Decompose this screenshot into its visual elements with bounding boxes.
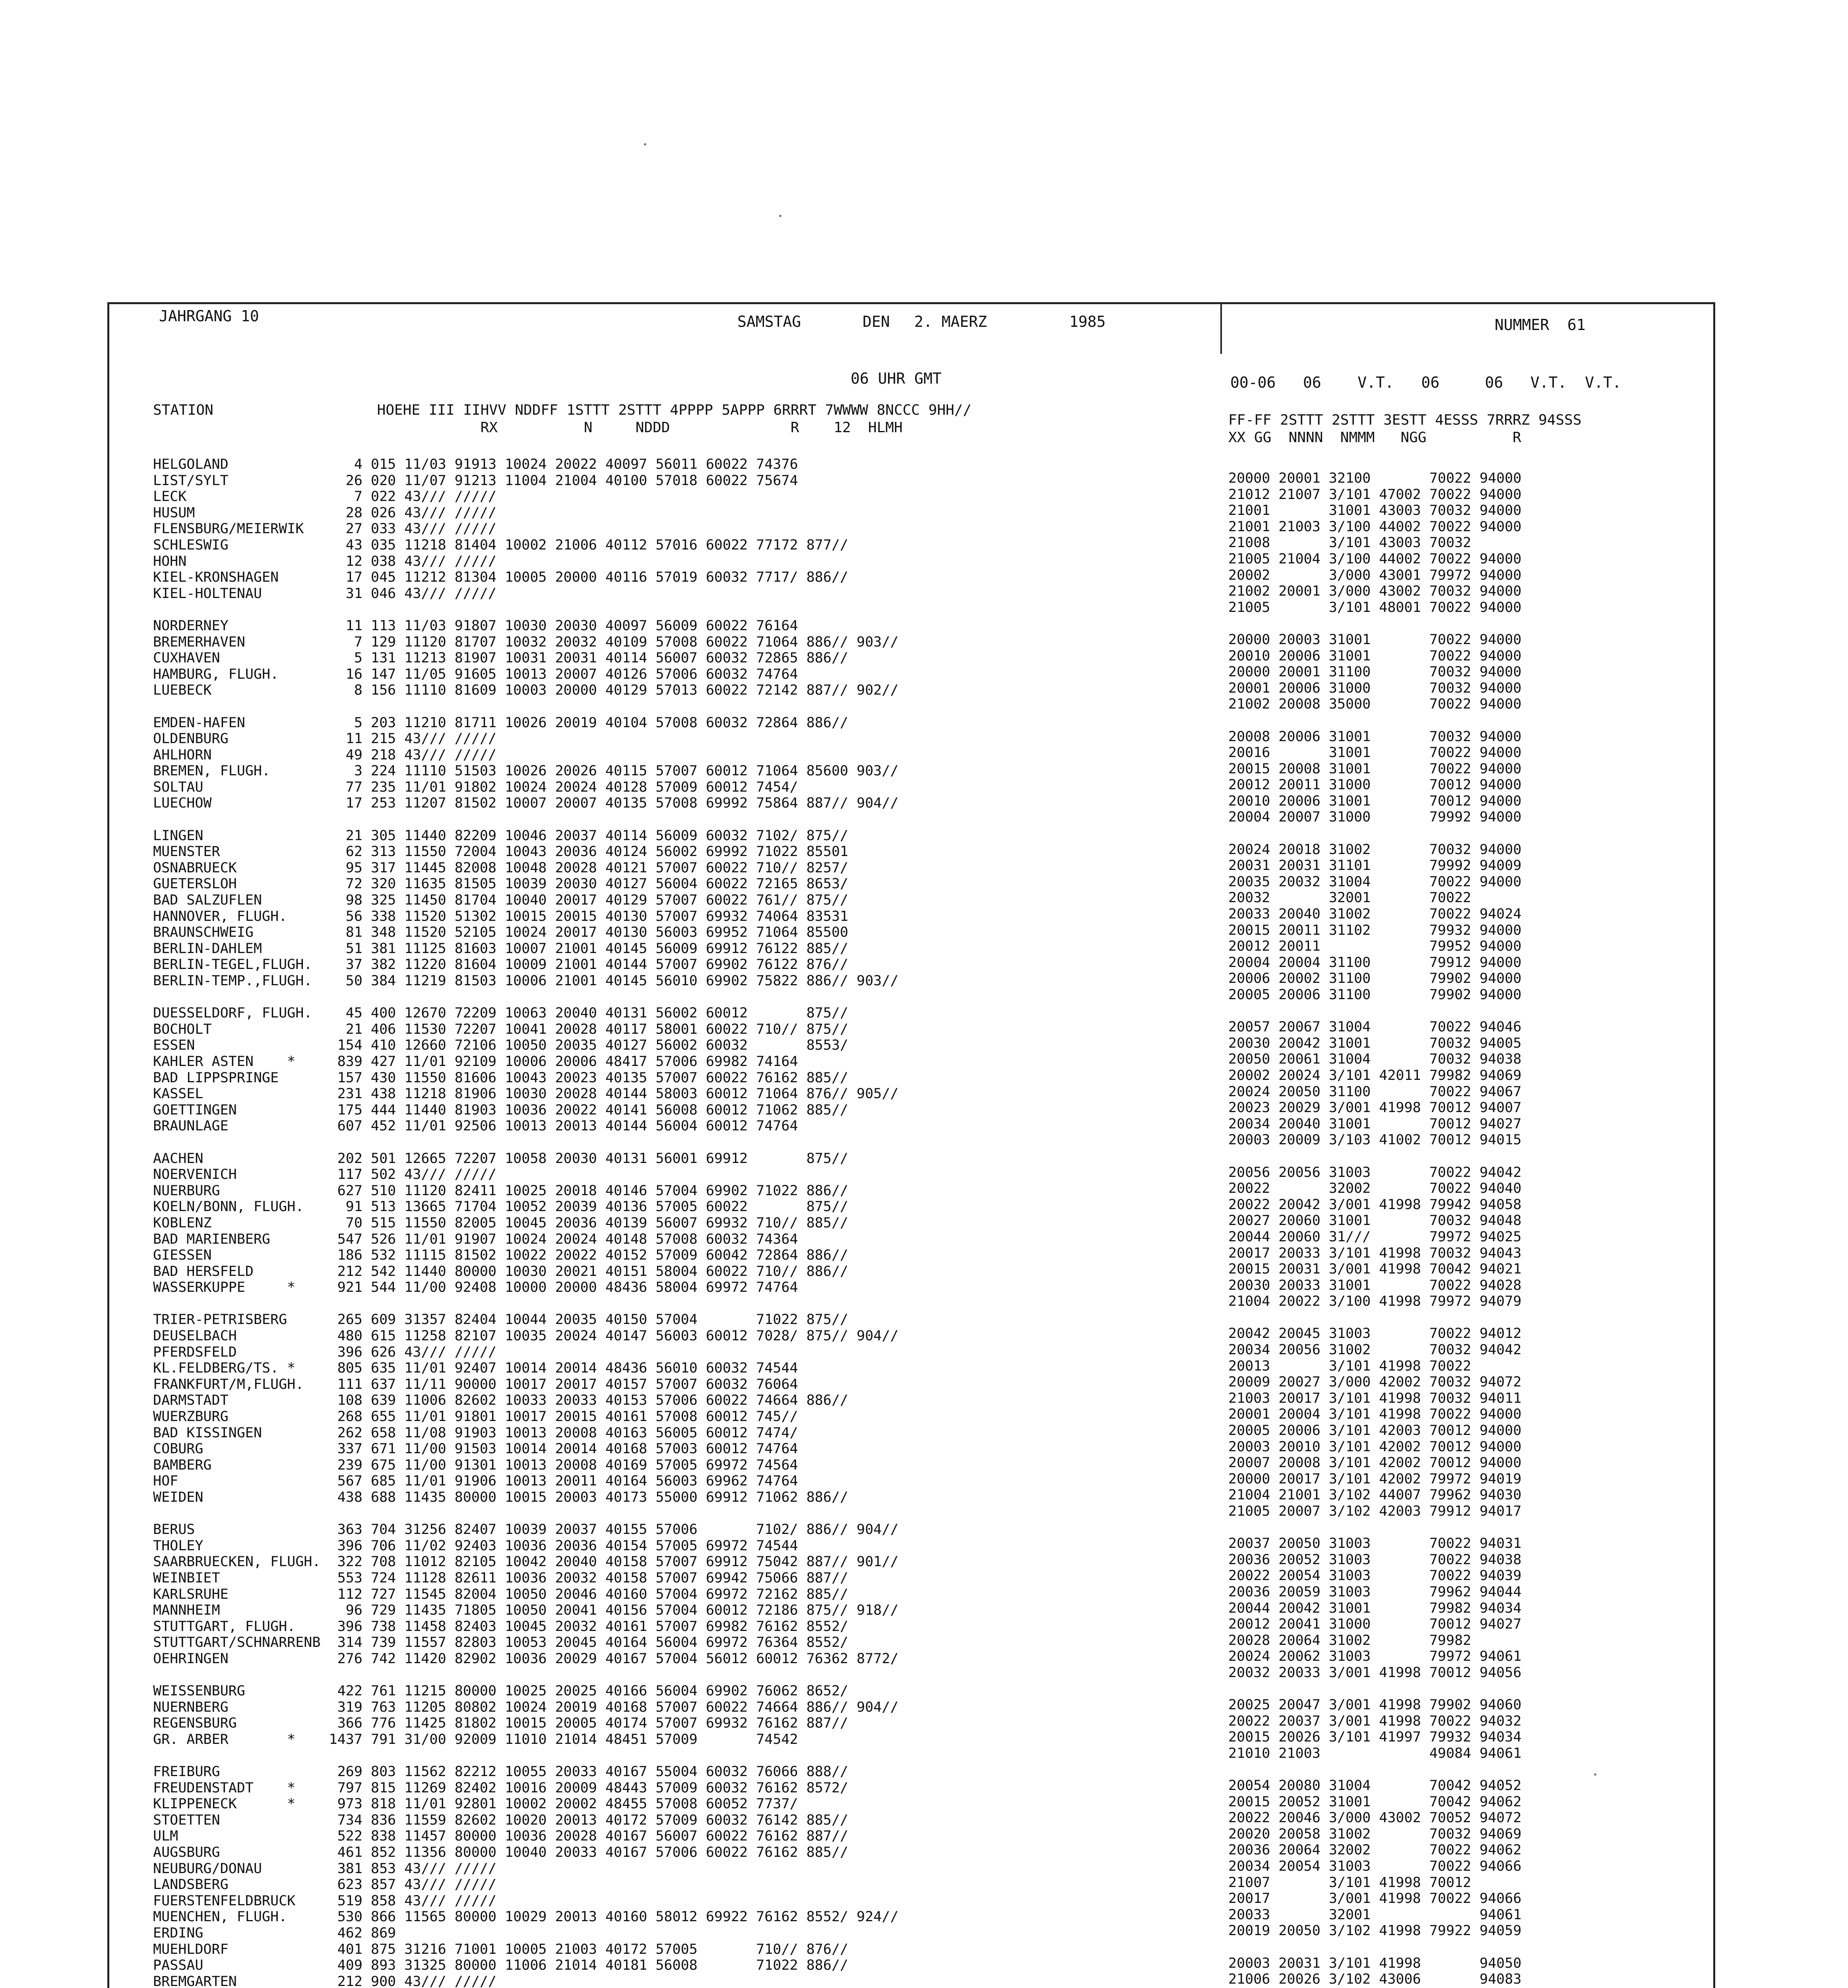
supplement-row: 20032 32001 70022 — [1228, 890, 1472, 906]
station-row: COBURG 337 671 11/00 91503 10014 20014 40168 57003 60012 74764 — [153, 1441, 798, 1457]
station-row: BRAUNLAGE 607 452 11/01 92506 10013 20013 40144 56004 60012 74764 — [153, 1118, 798, 1134]
station-row: STUTTGART, FLUGH. 396 738 11458 82403 10045 20032 40161 57007 69982 76162 8552/ — [153, 1618, 848, 1635]
supplement-table — [1228, 470, 1547, 1988]
supplement-row: 21001 31001 43003 70032 94000 — [1228, 503, 1522, 519]
supplement-row: 21004 21001 3/102 44007 79962 94030 — [1228, 1487, 1522, 1503]
station-row: AACHEN 202 501 12665 72207 10058 20030 40131 56001 69912 875// — [153, 1150, 848, 1167]
station-row: CUXHAVEN 5 131 11213 81907 10031 20031 40114 56007 60032 72865 886// — [153, 650, 848, 666]
supplement-row: 20012 20011 79952 94000 — [1228, 938, 1522, 955]
supplement-row: 20036 20052 31003 70022 94038 — [1228, 1551, 1522, 1568]
station-row: GIESSEN 186 532 11115 81502 10022 20022 40152 57009 60042 72864 886// — [153, 1247, 848, 1264]
supplement-row: 21005 20007 3/102 42003 79912 94017 — [1228, 1503, 1522, 1519]
supplement-row: 20020 20058 31002 70032 94069 — [1228, 1826, 1522, 1842]
station-row: BRAUNSCHWEIG 81 348 11520 52105 10024 20017 40130 56003 69952 71064 85500 — [153, 924, 848, 941]
station-row: KOELN/BONN, FLUGH. 91 513 13665 71704 10052 20039 40136 57005 60022 875// — [153, 1199, 848, 1215]
station-row: BAD HERSFELD 212 542 11440 80000 10030 20021 40151 58004 60022 710// 886// — [153, 1263, 848, 1279]
supplement-row: 20016 31001 70022 94000 — [1228, 745, 1522, 761]
supplement-row: 20044 20060 31/// 79972 94025 — [1228, 1229, 1522, 1245]
station-row: THOLEY 396 706 11/02 92403 10036 20036 40154 57005 69972 74544 — [153, 1538, 798, 1554]
left-column-header-2: RX N NDDD R 12 HLMH — [153, 419, 903, 436]
station-row: MUENSTER 62 313 11550 72004 10043 20036 40124 56002 69992 71022 85501 — [153, 844, 848, 860]
supplement-row: 20015 20052 31001 70042 94062 — [1228, 1794, 1522, 1810]
station-row: ULM 522 838 11457 80000 10036 20028 40167 56007 60022 76162 887// — [153, 1828, 848, 1844]
station-row: EMDEN-HAFEN 5 203 11210 81711 10026 20019 40104 57008 60032 72864 886// — [153, 714, 848, 731]
station-row: OLDENBURG 11 215 43/// ///// — [153, 731, 496, 747]
supplement-row: 21005 3/101 48001 70022 94000 — [1228, 599, 1522, 615]
station-table — [153, 456, 898, 1988]
supplement-row: 20001 20004 3/101 41998 70022 94000 — [1228, 1406, 1522, 1423]
supplement-row: 20009 20027 3/000 42002 70032 94072 — [1228, 1374, 1522, 1390]
scan-speck — [779, 215, 781, 217]
station-row: FUERSTENFELDBRUCK 519 858 43/// ///// — [153, 1893, 496, 1909]
station-row: KOBLENZ 70 515 11550 82005 10045 20036 40139 56007 69932 710// 885// — [153, 1215, 848, 1231]
station-row: HOHN 12 038 43/// ///// — [153, 553, 496, 569]
station-row: SCHLESWIG 43 035 11218 81404 10002 21006 40112 57016 60022 77172 877// — [153, 537, 848, 553]
station-row: DUESSELDORF, FLUGH. 45 400 12670 72209 10063 20040 40131 56002 60012 875// — [153, 1005, 848, 1021]
issue-number: NUMMER 61 — [1495, 316, 1586, 334]
supplement-row: 20030 20042 31001 70032 94005 — [1228, 1035, 1522, 1051]
group-spacer — [153, 1667, 898, 1683]
group-spacer — [153, 812, 898, 828]
right-column-header-1: FF-FF 2STTT 2STTT 3ESTT 4ESSS 7RRRZ 94SSS — [1228, 412, 1582, 428]
supplement-row: 20023 20029 3/001 41998 70012 94007 — [1228, 1100, 1522, 1116]
supplement-row: 20006 20002 31100 79902 94000 — [1228, 971, 1522, 987]
station-row: KARLSRUHE 112 727 11545 82004 10050 20046 40160 57004 69972 72162 885// — [153, 1586, 848, 1602]
supplement-row: 20042 20045 31003 70022 94012 — [1228, 1326, 1522, 1342]
year-label: 1985 — [1069, 313, 1106, 330]
supplement-row: 20017 20033 3/101 41998 70032 94043 — [1228, 1245, 1522, 1261]
station-row: ERDING 462 869 — [153, 1925, 396, 1941]
supplement-row: 20000 20017 3/101 42002 79972 94019 — [1228, 1471, 1522, 1487]
supplement-row: 20004 20004 31100 79912 94000 — [1228, 954, 1522, 971]
supplement-row: 20034 20040 31001 70012 94027 — [1228, 1116, 1522, 1132]
station-row: LUECHOW 17 253 11207 81502 10007 20007 40135 57008 69992 75864 887// 904// — [153, 795, 899, 812]
station-row: HUSUM 28 026 43/// ///// — [153, 505, 496, 521]
station-row: ESSEN 154 410 12660 72106 10050 20035 40127 56002 60032 8553/ — [153, 1037, 848, 1054]
supplement-row: 20056 20056 31003 70022 94042 — [1228, 1164, 1522, 1180]
supplement-row: 21007 3/101 41998 70012 — [1228, 1874, 1472, 1891]
supplement-row: 20034 20054 31003 70022 94066 — [1228, 1858, 1522, 1875]
station-row: FREUDENSTADT * 797 815 11269 82402 10016 20009 48443 57009 60032 76162 8572/ — [153, 1780, 848, 1796]
station-row: BAD LIPPSPRINGE 157 430 11550 81606 10043 20023 40135 57007 60022 76162 885// — [153, 1070, 848, 1086]
supplement-row: 20000 20001 32100 70022 94000 — [1228, 470, 1522, 486]
supplement-row: 20004 20007 31000 79992 94000 — [1228, 809, 1522, 825]
supplement-row: 20037 20050 31003 70022 94031 — [1228, 1536, 1522, 1552]
supplement-row: 21001 21003 3/100 44002 70022 94000 — [1228, 518, 1522, 535]
supplement-row: 20000 20003 31001 70022 94000 — [1228, 631, 1522, 648]
station-row: NUERBURG 627 510 11120 82411 10025 20018 40146 57004 69902 71022 886// — [153, 1182, 848, 1199]
supplement-row: 20019 20050 3/102 41998 79922 94059 — [1228, 1923, 1522, 1939]
supplement-row: 20033 20040 31002 70022 94024 — [1228, 906, 1522, 922]
supplement-row: 20031 20031 31101 79992 94009 — [1228, 858, 1522, 874]
station-row: BERLIN-TEMP.,FLUGH. 50 384 11219 81503 10006 21001 40145 56010 69902 75822 886// 903// — [153, 973, 899, 989]
supplement-row: 20024 20050 31100 70022 94067 — [1228, 1083, 1522, 1100]
group-spacer — [1228, 1003, 1547, 1019]
station-row: BREMERHAVEN 7 129 11120 81707 10032 20032 40109 57008 60022 71064 886// 903// — [153, 634, 899, 650]
station-row: KAHLER ASTEN * 839 427 11/01 92109 10006 20006 48417 57006 69982 74164 — [153, 1053, 798, 1070]
supplement-row: 20015 20011 31102 79932 94000 — [1228, 922, 1522, 938]
group-spacer — [153, 699, 898, 715]
station-row: LUEBECK 8 156 11110 81609 10003 20000 40129 57013 60022 72142 887// 902// — [153, 682, 899, 699]
supplement-row: 20008 20006 31001 70032 94000 — [1228, 728, 1522, 745]
jahrgang-label: JAHRGANG 10 — [159, 307, 259, 325]
weekday-label: SAMSTAG — [737, 313, 801, 330]
supplement-row: 21008 3/101 43003 70032 — [1228, 535, 1472, 551]
station-row: LINGEN 21 305 11440 82209 10046 20037 40114 56009 60032 7102/ 875// — [153, 827, 848, 844]
supplement-row: 20002 20024 3/101 42011 79982 94069 — [1228, 1067, 1522, 1083]
supplement-row: 20022 20046 3/000 43002 70052 94072 — [1228, 1810, 1522, 1826]
station-row: GUETERSLOH 72 320 11635 81505 10039 20030 40127 56004 60022 72165 8653/ — [153, 876, 848, 892]
supplement-row: 20003 20009 3/103 41002 70012 94015 — [1228, 1132, 1522, 1148]
supplement-row: 20015 20008 31001 70022 94000 — [1228, 761, 1522, 777]
supplement-row: 20002 3/000 43001 79972 94000 — [1228, 567, 1522, 583]
scan-speck — [1594, 1773, 1596, 1776]
station-row: BERUS 363 704 31256 82407 10039 20037 40155 57006 7102/ 886// 904// — [153, 1522, 899, 1538]
supplement-row: 20015 20031 3/001 41998 70042 94021 — [1228, 1261, 1522, 1277]
group-spacer — [1228, 1762, 1547, 1778]
group-spacer — [153, 1296, 898, 1312]
station-row: AHLHORN 49 218 43/// ///// — [153, 747, 496, 763]
station-row: HANNOVER, FLUGH. 56 338 11520 51302 10015 20015 40130 57007 69932 74064 83531 — [153, 908, 848, 924]
supplement-row: 21002 20001 3/000 43002 70032 94000 — [1228, 583, 1522, 600]
group-spacer — [1228, 712, 1547, 729]
supplement-row: 20036 20059 31003 79962 94044 — [1228, 1584, 1522, 1600]
supplement-row: 20036 20064 32002 70022 94062 — [1228, 1842, 1522, 1858]
station-row: DEUSELBACH 480 615 11258 82107 10035 20024 40147 56003 60012 7028/ 875// 904// — [153, 1328, 899, 1344]
station-row: KIEL-HOLTENAU 31 046 43/// ///// — [153, 585, 496, 602]
supplement-row: 21005 21004 3/100 44002 70022 94000 — [1228, 551, 1522, 567]
supplement-row: 20034 20056 31002 70032 94042 — [1228, 1342, 1522, 1358]
supplement-row: 21002 20008 35000 70022 94000 — [1228, 696, 1522, 712]
station-row: GR. ARBER * 1437 791 31/00 92009 11010 21014 48451 57009 74542 — [153, 1731, 798, 1747]
station-row: MUENCHEN, FLUGH. 530 866 11565 80000 10029 20013 40160 58012 69922 76162 8552/ 924// — [153, 1909, 899, 1925]
station-row: BAMBERG 239 675 11/00 91301 10013 20008 40169 57005 69972 74564 — [153, 1457, 798, 1473]
date-label: 2. MAERZ — [914, 313, 987, 330]
supplement-row: 21006 20026 3/102 43006 94083 — [1228, 1971, 1522, 1988]
station-row: FRANKFURT/M,FLUGH. 111 637 11/11 90000 10017 20017 40157 57007 60032 76064 — [153, 1376, 798, 1392]
supplement-row: 20022 32002 70022 94040 — [1228, 1180, 1522, 1197]
group-spacer — [1228, 1520, 1547, 1536]
supplement-row: 20022 20042 3/001 41998 79942 94058 — [1228, 1196, 1522, 1213]
supplement-row: 20003 20010 3/101 42002 70012 94000 — [1228, 1439, 1522, 1455]
supplement-row: 20001 20006 31000 70032 94000 — [1228, 680, 1522, 696]
supplement-row: 20005 20006 31100 79902 94000 — [1228, 987, 1522, 1003]
station-row: LECK 7 022 43/// ///// — [153, 489, 496, 505]
supplement-row: 20027 20060 31001 70032 94048 — [1228, 1213, 1522, 1229]
group-spacer — [1228, 1681, 1547, 1697]
station-row: PFERDSFELD 396 626 43/// ///// — [153, 1344, 496, 1360]
supplement-row: 21003 20017 3/101 41998 70032 94011 — [1228, 1390, 1522, 1406]
station-row: DARMSTADT 108 639 11006 82602 10033 20033 40153 57006 60022 74664 886// — [153, 1392, 848, 1409]
supplement-row: 20024 20062 31003 79972 94061 — [1228, 1648, 1522, 1665]
station-row: SAARBRUECKEN, FLUGH. 322 708 11012 82105 10042 20040 40158 57007 69912 75042 887// 901// — [153, 1554, 899, 1570]
station-row: STUTTGART/SCHNARRENB 314 739 11557 82803 10053 20045 40164 56004 69972 76364 8552/ — [153, 1635, 848, 1651]
station-row: KLIPPENECK * 973 818 11/01 92801 10002 20002 48455 57008 60052 7737/ — [153, 1796, 798, 1812]
supplement-row: 20032 20033 3/001 41998 70012 94056 — [1228, 1664, 1522, 1681]
supplement-row: 20012 20011 31000 70012 94000 — [1228, 777, 1522, 793]
supplement-row: 20022 20054 31003 70022 94039 — [1228, 1568, 1522, 1584]
supplement-row: 20007 20008 3/101 42002 70012 94000 — [1228, 1455, 1522, 1471]
station-row: LANDSBERG 623 857 43/// ///// — [153, 1877, 496, 1893]
group-spacer — [153, 1748, 898, 1764]
period-headers: 00-06 06 V.T. 06 06 V.T. V.T. — [1230, 374, 1621, 391]
supplement-row: 20010 20006 31001 70012 94000 — [1228, 793, 1522, 809]
right-column-header-2: XX GG NNNN NMMM NGG R — [1228, 429, 1521, 446]
scan-speck — [644, 143, 646, 146]
left-column-header-1: STATION HOEHE III IIHVV NDDFF 1STTT 2STTT 4PPPP 5APPP 6RRRT 7WWWW 8NCCC 9HH// — [153, 402, 972, 418]
supplement-row: 21010 21003 49084 94061 — [1228, 1745, 1522, 1761]
supplement-row: 20024 20018 31002 70032 94000 — [1228, 841, 1522, 858]
supplement-row: 20030 20033 31001 70022 94028 — [1228, 1277, 1522, 1293]
observation-time: 06 UHR GMT — [851, 370, 942, 387]
station-row: KL.FELDBERG/TS. * 805 635 11/01 92407 10014 20014 48436 56010 60032 74544 — [153, 1360, 798, 1376]
group-spacer — [1228, 1148, 1547, 1165]
station-row: STOETTEN 734 836 11559 82602 10020 20013 40172 57009 60032 76142 885// — [153, 1812, 848, 1828]
station-row: KASSEL 231 438 11218 81906 10030 20028 40144 58003 60012 71064 876// 905// — [153, 1086, 899, 1102]
supplement-row: 20010 20006 31001 70022 94000 — [1228, 648, 1522, 664]
station-row: BOCHOLT 21 406 11530 72207 10041 20028 40117 58001 60022 710// 875// — [153, 1021, 848, 1037]
station-row: WEINBIET 553 724 11128 82611 10036 20032 40158 57007 69942 75066 887// — [153, 1570, 848, 1586]
supplement-row: 20003 20031 3/101 41998 94050 — [1228, 1955, 1522, 1971]
station-row: BAD MARIENBERG 547 526 11/01 91907 10024 20024 40148 57008 60032 74364 — [153, 1231, 798, 1247]
station-row: BAD KISSINGEN 262 658 11/08 91903 10013 20008 40163 56005 60012 7474/ — [153, 1425, 798, 1441]
station-row: WUERZBURG 268 655 11/01 91801 10017 20015 40161 57008 60012 745// — [153, 1409, 798, 1425]
group-spacer — [153, 602, 898, 618]
group-spacer — [153, 989, 898, 1006]
supplement-row: 20015 20026 3/101 41997 79932 94034 — [1228, 1729, 1522, 1745]
group-spacer — [1228, 1310, 1547, 1326]
supplement-row — [1228, 1939, 1547, 1955]
station-row: REGENSBURG 366 776 11425 81802 10015 20005 40174 57007 69932 76162 887// — [153, 1715, 848, 1732]
supplement-row: 20028 20064 31002 79982 — [1228, 1632, 1472, 1648]
supplement-row: 20005 20006 3/101 42003 70012 94000 — [1228, 1423, 1522, 1439]
group-spacer — [1228, 615, 1547, 632]
station-row: OEHRINGEN 276 742 11420 82902 10036 20029 40167 57004 56012 60012 76362 8772/ — [153, 1650, 899, 1667]
station-row: WEISSENBURG 422 761 11215 80000 10025 20025 40166 56004 69902 76062 8652/ — [153, 1683, 848, 1699]
station-row: HAMBURG, FLUGH. 16 147 11/05 91605 10013 20007 40126 57006 60032 74764 — [153, 666, 798, 682]
supplement-row: 20013 3/101 41998 70022 — [1228, 1358, 1472, 1374]
station-row: TRIER-PETRISBERG 265 609 31357 82404 10044 20035 40150 57004 71022 875// — [153, 1312, 848, 1328]
station-row: HELGOLAND 4 015 11/03 91913 10024 20022 40097 56011 60022 74376 — [153, 456, 798, 472]
supplement-row: 20054 20080 31004 70042 94052 — [1228, 1778, 1522, 1794]
station-row: NORDERNEY 11 113 11/03 91807 10030 20030 40097 56009 60022 76164 — [153, 617, 798, 634]
station-row: WASSERKUPPE * 921 544 11/00 92408 10000 20000 48436 58004 69972 74764 — [153, 1279, 798, 1296]
supplement-row: 20000 20001 31100 70032 94000 — [1228, 664, 1522, 680]
station-row: NEUBURG/DONAU 381 853 43/// ///// — [153, 1860, 496, 1877]
supplement-row: 20022 20037 3/001 41998 70022 94032 — [1228, 1713, 1522, 1729]
supplement-row: 21004 20022 3/100 41998 79972 94079 — [1228, 1293, 1522, 1310]
station-row: LIST/SYLT 26 020 11/07 91213 11004 21004 40100 57018 60022 75674 — [153, 472, 798, 489]
station-row: GOETTINGEN 175 444 11440 81903 10036 20022 40141 56008 60012 71062 885// — [153, 1102, 848, 1118]
supplement-row: 20044 20042 31001 79982 94034 — [1228, 1600, 1522, 1616]
supplement-row: 20033 32001 94061 — [1228, 1906, 1522, 1923]
supplement-row: 20012 20041 31000 70012 94027 — [1228, 1616, 1522, 1633]
supplement-row: 20025 20047 3/001 41998 79902 94060 — [1228, 1697, 1522, 1713]
station-row: HOF 567 685 11/01 91906 10013 20011 40164 56003 69962 74764 — [153, 1473, 798, 1489]
station-row: SOLTAU 77 235 11/01 91802 10024 20024 40128 57009 60012 7454/ — [153, 779, 798, 795]
station-row: BAD SALZUFLEN 98 325 11450 81704 10040 20017 40129 57007 60022 761// 875// — [153, 892, 848, 909]
supplement-row: 21012 21007 3/101 47002 70022 94000 — [1228, 486, 1522, 503]
station-row: BREMEN, FLUGH. 3 224 11110 51503 10026 20026 40115 57007 60012 71064 85600 903// — [153, 763, 899, 779]
header-divider — [1220, 302, 1222, 354]
station-row: AUGSBURG 461 852 11356 80000 10040 20033 40167 57006 60022 76162 885// — [153, 1844, 848, 1861]
station-row: MANNHEIM 96 729 11435 71805 10050 20041 40156 57004 60012 72186 875// 918// — [153, 1602, 899, 1619]
group-spacer — [1228, 825, 1547, 842]
station-row: WEIDEN 438 688 11435 80000 10015 20003 40173 55000 69912 71062 886// — [153, 1489, 848, 1505]
station-row: NOERVENICH 117 502 43/// ///// — [153, 1167, 496, 1183]
den-label: DEN — [863, 313, 890, 330]
supplement-row: 20057 20067 31004 70022 94046 — [1228, 1019, 1522, 1035]
station-row: BERLIN-DAHLEM 51 381 11125 81603 10007 21001 40145 56009 69912 76122 885// — [153, 940, 848, 957]
station-row: NUERNBERG 319 763 11205 80802 10024 20019 40168 57007 60022 74664 886// 904// — [153, 1699, 899, 1715]
group-spacer — [153, 1506, 898, 1522]
station-row: FLENSBURG/MEIERWIK 27 033 43/// ///// — [153, 521, 496, 537]
station-row: BERLIN-TEGEL,FLUGH. 37 382 11220 81604 10009 21001 40144 57007 69902 76122 876// — [153, 957, 848, 973]
station-row: PASSAU 409 893 31325 80000 11006 21014 40181 56008 71022 886// — [153, 1957, 848, 1974]
station-row: FREIBURG 269 803 11562 82212 10055 20033 40167 55004 60032 76066 888// — [153, 1764, 848, 1780]
supplement-row: 20050 20061 31004 70032 94038 — [1228, 1051, 1522, 1068]
station-row: MUEHLDORF 401 875 31216 71001 10005 21003 40172 57005 710// 876// — [153, 1941, 848, 1957]
station-row: BREMGARTEN 212 900 43/// ///// — [153, 1973, 496, 1988]
group-spacer — [153, 1134, 898, 1151]
supplement-row: 20017 3/001 41998 70022 94066 — [1228, 1891, 1522, 1907]
station-row: KIEL-KRONSHAGEN 17 045 11212 81304 10005 20000 40116 57019 60032 7717/ 886// — [153, 569, 848, 586]
station-row: OSNABRUECK 95 317 11445 82008 10048 20028 40121 57007 60022 710// 8257/ — [153, 860, 848, 876]
supplement-row: 20035 20032 31004 70022 94000 — [1228, 874, 1522, 890]
